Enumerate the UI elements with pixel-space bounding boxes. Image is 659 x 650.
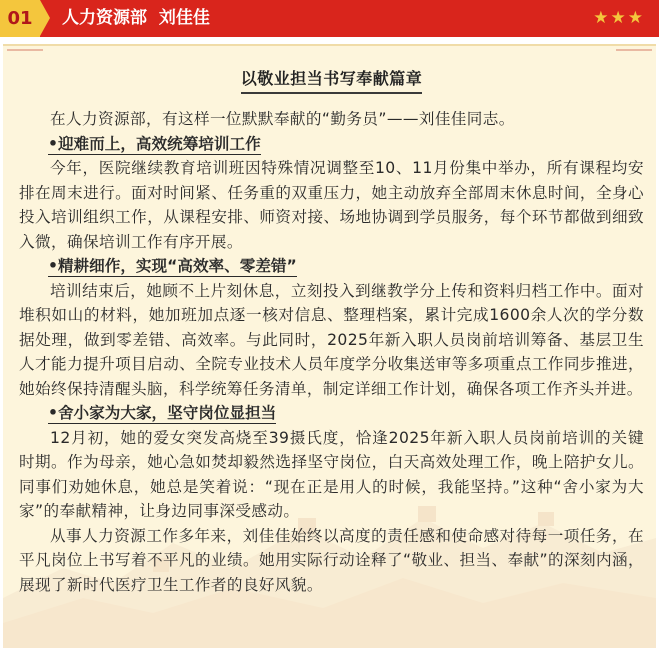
section-paragraph-2: 培训结束后，她顾不上片刻休息，立刻投入到继教学分上传和资料归档工作中。面对堆积如山的材料，她加班加点逐一核对信息、整理档案，累计完成1600余人次的学分数据处理，做到零差错、高效率。与此同时，2025年新入职人员岗前培训筹备、基层卫生人才能力提升项目启动、全院专业技术人员年度学分收集送审等多项重点工作同步推进，她始终保持清醒头脑，科学统筹任务清单，制定详细工作计划，确保各项工作齐头并进。	[19, 281, 644, 398]
section-heading-2: •精耕细作，实现“高效率、零差错”	[48, 257, 297, 275]
section-header-banner	[0, 0, 659, 37]
article-content	[3, 46, 656, 597]
article-title: 以敬业担当书写奉献篇章	[19, 66, 644, 94]
section-heading-3: •舍小家为大家，坚守岗位显担当	[48, 404, 277, 422]
section-paragraph-1: 今年，医院继续教育培训班因特殊情况调整至10、11月份集中举办，所有课程均安排在周末进行。面对时间紧、任务重的双重压力，她主动放弃全部周末休息时间，全身心投入培训组织工作，从课程安排、师资对接、场地协调到学员服务，每个环节都做到细致入微，确保培训工作有序开展。	[19, 159, 644, 251]
department-name: 人力资源部	[62, 8, 147, 28]
person-name: 刘佳佳	[158, 8, 210, 28]
header-title	[62, 0, 210, 37]
section-paragraph-3: 12月初，她的爱女突发高烧至39摄氏度，恰逢2025年新入职人员岗前培训的关键时期。作为母亲，她心急如焚却毅然选择坚守岗位，白天高效处理工作，晚上陪护女儿。同事们劝她休息，她总是笑着说：“现在正是用人的时候，我能坚持。”这种“舍小家为大家”的奉献精神，让身边同事深受感动。	[19, 428, 644, 520]
intro-paragraph: 在人力资源部，有这样一位默默奉献的“勤务员”——刘佳佳同志。	[50, 110, 515, 128]
conclusion-paragraph: 从事人力资源工作多年来，刘佳佳始终以高度的责任感和使命感对待每一项任务，在平凡岗位上书写着不平凡的业绩。她用实际行动诠释了“敬业、担当、奉献”的深刻内涵，展现了新时代医疗卫生工作者的良好风貌。	[19, 526, 644, 594]
star-icons: ★★★	[593, 8, 645, 28]
badge-arrow	[40, 0, 50, 36]
section-number-badge: 01	[0, 0, 40, 37]
section-heading-1: •迎难而上，高效统筹培训工作	[48, 134, 261, 153]
article-panel	[3, 44, 656, 648]
